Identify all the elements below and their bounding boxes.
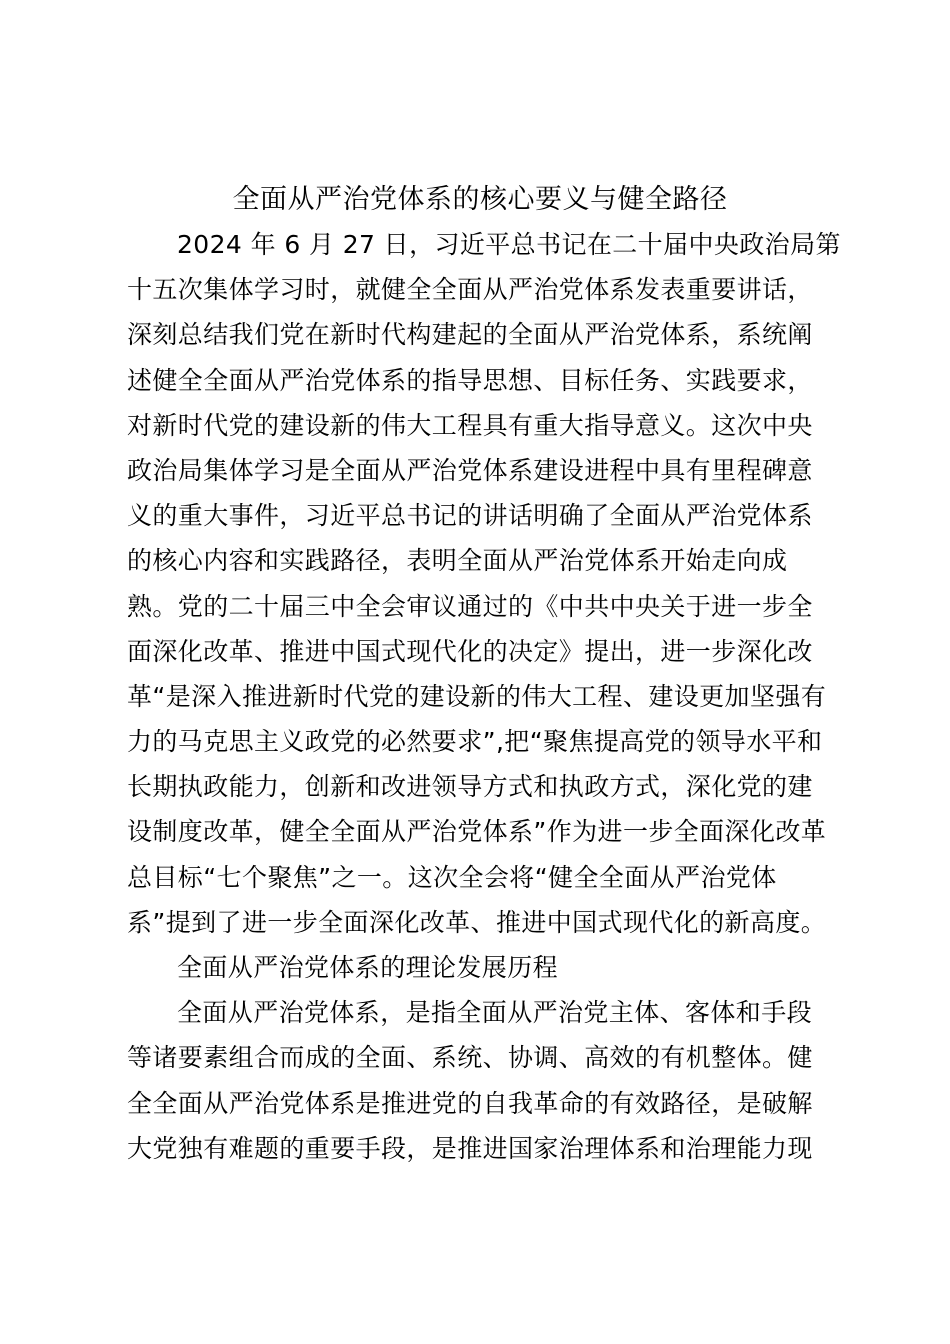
- paragraph-line: 义的重大事件，习近平总书记的讲话明确了全面从严治党体系: [127, 501, 813, 531]
- paragraph-line: 等诸要素组合而成的全面、系统、协调、高效的有机整体。健: [127, 1043, 813, 1073]
- paragraph-line: 大党独有难题的重要手段，是推进国家治理体系和治理能力现: [127, 1133, 813, 1163]
- paragraph-line: 面深化改革、推进中国式现代化的决定》提出，进一步深化改: [127, 636, 813, 666]
- paragraph-line: 力的马克思主义政党的必然要求”,把“聚焦提高党的领导水平和: [127, 727, 823, 757]
- paragraph-line: 十五次集体学习时，就健全全面从严治党体系发表重要讲话，: [127, 275, 813, 305]
- paragraph-line: 长期执政能力，创新和改进领导方式和执政方式，深化党的建: [127, 772, 813, 802]
- paragraph-line: 革“是深入推进新时代党的建设新的伟大工程、建设更加坚强有: [127, 681, 827, 711]
- paragraph-line: 的核心内容和实践路径，表明全面从严治党体系开始走向成: [127, 546, 788, 576]
- paragraph-line: 全面从严治党体系，是指全面从严治党主体、客体和手段: [177, 998, 813, 1028]
- document-body: [127, 222, 847, 1171]
- paragraph-line: 述健全全面从严治党体系的指导思想、目标任务、实践要求，: [127, 365, 813, 395]
- paragraph-line: 全全面从严治党体系是推进党的自我革命的有效路径，是破解: [127, 1088, 813, 1118]
- document-title: 全面从严治党体系的核心要义与健全路径: [232, 184, 728, 215]
- paragraph-line: 深刻总结我们党在新时代构建起的全面从严治党体系，系统阐: [127, 320, 813, 350]
- section-heading: 全面从严治党体系的理论发展历程: [177, 953, 559, 982]
- paragraph-line: 对新时代党的建设新的伟大工程具有重大指导意义。这次中央: [127, 410, 813, 440]
- paragraph-line: 熟。党的二十届三中全会审议通过的《中共中央关于进一步全: [127, 591, 813, 621]
- paragraph-line: 2024 年 6 月 27 日，习近平总书记在二十届中央政治局第: [177, 230, 841, 259]
- paragraph-line: 政治局集体学习是全面从严治党体系建设进程中具有里程碑意: [127, 455, 813, 485]
- paragraph-line: 系”提到了进一步全面深化改革、推进中国式现代化的新高度。: [127, 907, 827, 937]
- paragraph-line: 设制度改革，健全全面从严治党体系”作为进一步全面深化改革: [127, 817, 827, 847]
- paragraph-line: 总目标“七个聚焦”之一。这次全会将“健全全面从严治党体: [127, 862, 777, 892]
